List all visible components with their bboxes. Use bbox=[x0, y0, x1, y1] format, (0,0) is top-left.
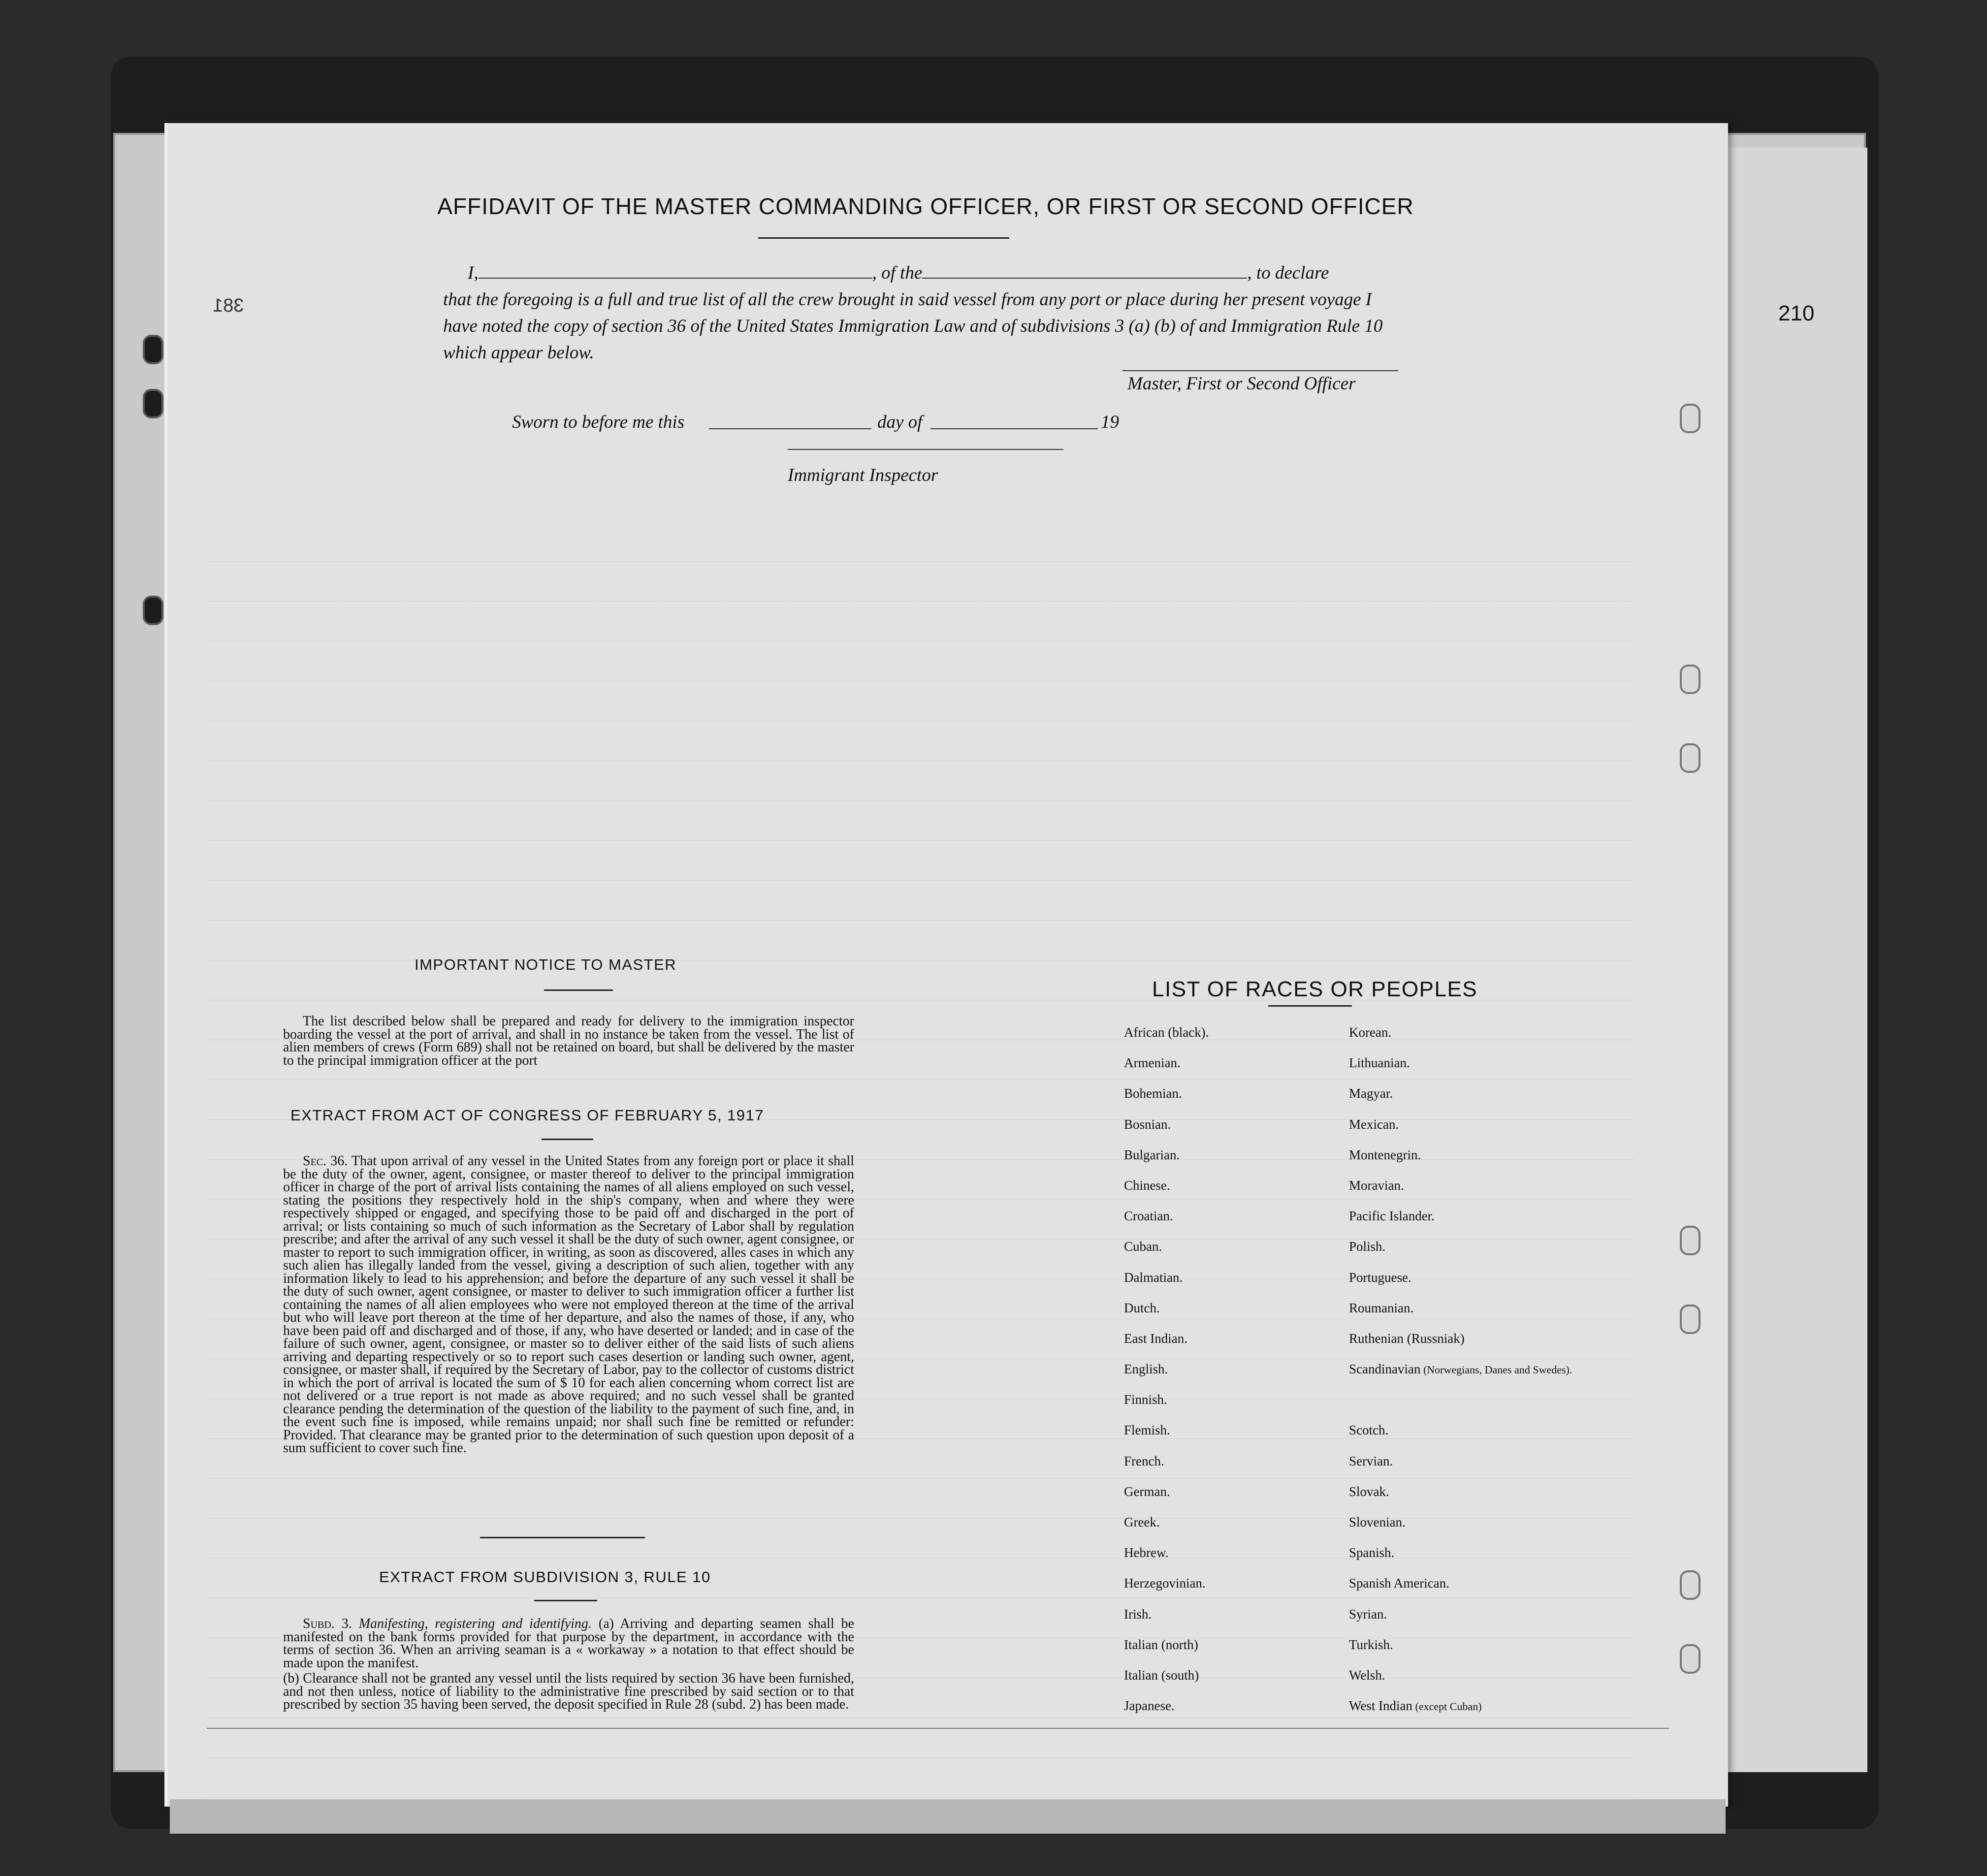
rule-subd-label: Subd. 3. bbox=[303, 1616, 352, 1631]
race-name: Portuguese. bbox=[1349, 1270, 1411, 1285]
act-text bbox=[283, 1155, 854, 1455]
rule-body-a: (a) Arriving and departing seamen shall be manifested on the bank forms provided for that purpose by the department, in accordance with the terms of section 36. When an arriving seaman is a « workaway » a notation to that effect should be made upon the manifest. bbox=[283, 1616, 854, 1671]
race-item bbox=[1124, 1086, 1209, 1116]
race-name: Spanish. bbox=[1349, 1545, 1395, 1560]
race-item bbox=[1124, 1147, 1209, 1178]
notice-text: The list described below shall be prepared and ready for delivery to the immigration inspector boarding the vessel at the port of arrival, and shall in no instance be taken from the vessel. The list of alien members of crews (Form 689) shall not be retained on board, but shall be delivered by the master to the principal immigration officer at the port bbox=[283, 1014, 854, 1068]
race-item bbox=[1349, 1178, 1572, 1208]
race-name: Armenian. bbox=[1124, 1055, 1181, 1071]
act-sec-label: Sec. 36. bbox=[303, 1153, 348, 1169]
affidavit-title: AFFIDAVIT OF THE MASTER COMMANDING OFFICER, OR FIRST OR SECOND OFFICER bbox=[437, 193, 1414, 219]
race-name: Roumanian. bbox=[1349, 1300, 1414, 1315]
notice-rule bbox=[544, 989, 613, 991]
affidavit-body: that the foregoing is a full and true list of all the crew brought in said vessel from any port or place during her present voyage I have noted the copy of section 36 of the United States Immigration Law and of subdivisions 3 (a) (b) of and Immigration Rule 10 which appear below. bbox=[443, 289, 1383, 363]
race-name: Mexican. bbox=[1349, 1116, 1399, 1132]
race-item bbox=[1349, 1423, 1572, 1453]
act-rule bbox=[542, 1139, 593, 1140]
race-item bbox=[1349, 1301, 1572, 1331]
race-name: Herzegovinian. bbox=[1124, 1576, 1206, 1591]
rule-rule bbox=[534, 1600, 597, 1601]
race-name: Montenegrin. bbox=[1349, 1147, 1421, 1162]
inspector-label: Immigrant Inspector bbox=[788, 465, 938, 485]
races-rule bbox=[1268, 1005, 1352, 1007]
master-signature-line bbox=[1122, 370, 1398, 371]
race-name: Finnish. bbox=[1124, 1392, 1167, 1407]
race-name: Flemish. bbox=[1124, 1423, 1170, 1438]
punch-hole bbox=[1680, 1226, 1700, 1255]
race-name: Cuban. bbox=[1124, 1239, 1162, 1254]
race-name: African (black). bbox=[1124, 1025, 1209, 1040]
race-item bbox=[1349, 1637, 1572, 1668]
race-item bbox=[1124, 1025, 1209, 1055]
races-column-2 bbox=[1349, 1025, 1572, 1729]
punch-hole bbox=[1680, 1304, 1700, 1334]
race-item bbox=[1124, 1208, 1209, 1239]
race-name: Slovak. bbox=[1349, 1484, 1389, 1499]
race-name: Ruthenian (Russniak) bbox=[1349, 1331, 1465, 1346]
race-name: Turkish. bbox=[1349, 1637, 1393, 1652]
races-heading: LIST OF RACES OR PEOPLES bbox=[1152, 977, 1478, 1001]
race-item bbox=[1349, 1576, 1572, 1606]
race-item bbox=[1349, 1331, 1572, 1362]
race-name: Italian (south) bbox=[1124, 1667, 1199, 1683]
race-note: (except Cuban) bbox=[1412, 1700, 1482, 1713]
race-name: Syrian. bbox=[1349, 1606, 1387, 1622]
race-name: English. bbox=[1124, 1362, 1168, 1377]
race-item bbox=[1124, 1698, 1209, 1729]
rule-text-b: (b) Clearance shall not be granted any vessel until the lists required by section 36 have been furnished, and not then unless, notice of liability to the administrative fine prescribed by said section or to that prescribed by section 35 having been served, the deposit specified in Rule 28 (subd. 2) has been made. bbox=[283, 1671, 854, 1712]
page-number: 210 bbox=[1778, 301, 1815, 325]
race-name: West Indian bbox=[1349, 1698, 1413, 1714]
day-of-label: day of bbox=[877, 412, 923, 432]
race-name: Servian. bbox=[1349, 1453, 1393, 1468]
year-label: 19 bbox=[1101, 412, 1119, 432]
race-item bbox=[1349, 1607, 1572, 1637]
race-name: Italian (north) bbox=[1124, 1637, 1198, 1652]
affidavit-i: I, bbox=[468, 263, 479, 283]
race-name: Bosnian. bbox=[1124, 1116, 1171, 1132]
punch-hole bbox=[1680, 743, 1700, 773]
rule-text-a bbox=[283, 1618, 854, 1670]
notice-heading: IMPORTANT NOTICE TO MASTER bbox=[415, 956, 677, 973]
race-item bbox=[1124, 1117, 1209, 1147]
race-name: East Indian. bbox=[1124, 1331, 1187, 1346]
race-name: Bohemian. bbox=[1124, 1086, 1182, 1101]
race-name: German. bbox=[1124, 1484, 1170, 1499]
paper-bottom-edge bbox=[170, 1799, 1726, 1834]
affidavit-to-declare: , to declare bbox=[1247, 263, 1329, 283]
punch-hole bbox=[143, 335, 163, 364]
race-item bbox=[1124, 1239, 1209, 1270]
race-item bbox=[1124, 1484, 1209, 1515]
race-name: Croatian. bbox=[1124, 1208, 1173, 1224]
race-item bbox=[1124, 1637, 1209, 1668]
race-item bbox=[1124, 1362, 1209, 1392]
race-name: Polish. bbox=[1349, 1239, 1386, 1254]
ship-name-handwritten: KENILWORTH bbox=[18, 650, 98, 1190]
race-name: Hebrew. bbox=[1124, 1545, 1169, 1560]
race-item bbox=[1124, 1423, 1209, 1453]
race-item bbox=[1349, 1362, 1572, 1423]
punch-hole bbox=[1680, 1570, 1700, 1600]
race-name: Slovenian. bbox=[1349, 1515, 1406, 1530]
master-label: Master, First or Second Officer bbox=[1127, 374, 1356, 394]
race-name: Dalmatian. bbox=[1124, 1270, 1183, 1285]
page-bottom-rule bbox=[207, 1728, 1669, 1729]
race-item bbox=[1349, 1484, 1572, 1515]
act-heading: EXTRACT FROM ACT OF CONGRESS OF FEBRUARY 5, 1917 bbox=[290, 1107, 765, 1124]
race-name: Lithuanian. bbox=[1349, 1055, 1410, 1071]
race-item bbox=[1349, 1208, 1572, 1239]
race-item bbox=[1124, 1454, 1209, 1484]
race-name: Chinese. bbox=[1124, 1177, 1170, 1193]
race-name: Scotch. bbox=[1349, 1423, 1389, 1438]
title-underline bbox=[758, 237, 1009, 239]
race-item bbox=[1349, 1239, 1572, 1270]
race-item bbox=[1124, 1607, 1209, 1637]
race-item bbox=[1349, 1698, 1572, 1729]
race-name: Japanese. bbox=[1124, 1698, 1175, 1714]
inspector-signature-line bbox=[788, 449, 1063, 450]
race-name: Irish. bbox=[1124, 1606, 1152, 1622]
race-item bbox=[1124, 1576, 1209, 1606]
race-item bbox=[1124, 1545, 1209, 1576]
race-item bbox=[1349, 1025, 1572, 1055]
sworn-label: Sworn to before me this bbox=[512, 412, 685, 432]
race-item bbox=[1124, 1668, 1209, 1698]
race-item bbox=[1349, 1147, 1572, 1178]
race-item bbox=[1349, 1086, 1572, 1116]
race-item bbox=[1349, 1055, 1572, 1086]
act-body: That upon arrival of any vessel in the United States from any foreign port or place it shall be the duty of the owner, agent, consignee, or master thereof to deliver to the principal immigration officer in charge of the port of arrival lists containing the names of all aliens employed on such vessel, stating the positions they respectively hold in the ship's company, when and where they were respectively shipped or engaged, and specifying those to be paid off and discharged in the port of arrival; or lists containing so much of such information as the Secretary of Labor shall by regulation prescribe; and after the arrival of any such vessel it shall be the duty of such owner, agent consignee, or master to report to such immigration officer, in writing, as soon as discovered, alles cases in which any such alien has illegally landed from the vessel, giving a description of such alien, together with any information likely to lead to his apprehension; and before the departure of any such vessel it shall be the duty of such owner, agent consignee, or master to deliver to such immigration officer a further list containing the names of all alien employees who were not employed thereon at the time of the arrival but who will leave port thereon at the time of her departure, and also the names of those, if any, who have been paid off and discharged and of those, if any, who have deserted or landed; and in case of the failure of such owner, agent, consignee, or master so to deliver either of the said lists of such aliens arriving and departing respectively or so to report such cases desertion or landing such owner, agent, consignee, or master shall, if required by the Secretary of Labor, pay to the collector of customs district in which the port of arrival is located the sum of $ 10 for each alien concerning whom correct list are not delivered or a true report is not made as above required; and no such vessel shall be granted clearance pending the determination of the question of the liability to the payment of such fine, and, in the event such fine is imposed, while remains unpaid; nor shall such fine be remitted or refunder: Provided. That clearance may be granted prior to the determination of such question upon deposit of a sum sufficient to cover such fine. bbox=[283, 1153, 854, 1456]
race-name: Korean. bbox=[1349, 1025, 1392, 1040]
race-item bbox=[1349, 1515, 1572, 1545]
punch-hole bbox=[1680, 404, 1700, 433]
race-name: Spanish American. bbox=[1349, 1576, 1449, 1591]
race-item bbox=[1349, 1117, 1572, 1147]
race-name: Dutch. bbox=[1124, 1300, 1160, 1315]
punch-hole bbox=[1680, 1644, 1700, 1674]
race-item bbox=[1124, 1301, 1209, 1331]
races-column-1 bbox=[1124, 1025, 1209, 1729]
bleed-through-number: 381 bbox=[213, 295, 244, 316]
race-name: Bulgarian. bbox=[1124, 1147, 1180, 1162]
officer-name-blank bbox=[479, 260, 872, 279]
race-item bbox=[1349, 1454, 1572, 1484]
race-name: Pacific Islander. bbox=[1349, 1208, 1435, 1224]
race-note: (Norwegians, Danes and Swedes). bbox=[1420, 1364, 1572, 1376]
affidavit-of-the: , of the bbox=[872, 263, 923, 283]
race-item bbox=[1124, 1270, 1209, 1301]
race-item bbox=[1124, 1331, 1209, 1362]
race-name: Moravian. bbox=[1349, 1177, 1404, 1193]
punch-hole bbox=[143, 389, 163, 418]
vessel-name-blank bbox=[922, 260, 1247, 279]
race-name: Welsh. bbox=[1349, 1667, 1385, 1683]
race-name: French. bbox=[1124, 1453, 1164, 1468]
race-name: Greek. bbox=[1124, 1515, 1160, 1529]
race-item bbox=[1349, 1545, 1572, 1576]
race-item bbox=[1124, 1392, 1209, 1423]
race-name: Scandinavian bbox=[1349, 1362, 1421, 1377]
race-item bbox=[1124, 1055, 1209, 1086]
rule-subd-title: Manifesting, registering and identifying. bbox=[358, 1616, 592, 1631]
act-end-rule bbox=[480, 1537, 645, 1538]
rule-heading: EXTRACT FROM SUBDIVISION 3, RULE 10 bbox=[379, 1568, 711, 1586]
race-item bbox=[1124, 1515, 1209, 1545]
punch-hole bbox=[1680, 665, 1700, 694]
race-item bbox=[1349, 1270, 1572, 1301]
race-item bbox=[1124, 1178, 1209, 1208]
punch-hole bbox=[143, 596, 163, 625]
sworn-month-blank bbox=[930, 428, 1098, 429]
race-name: Magyar. bbox=[1349, 1086, 1393, 1101]
affidavit-text bbox=[443, 260, 1408, 366]
race-item bbox=[1349, 1668, 1572, 1698]
sworn-day-blank bbox=[709, 428, 871, 429]
